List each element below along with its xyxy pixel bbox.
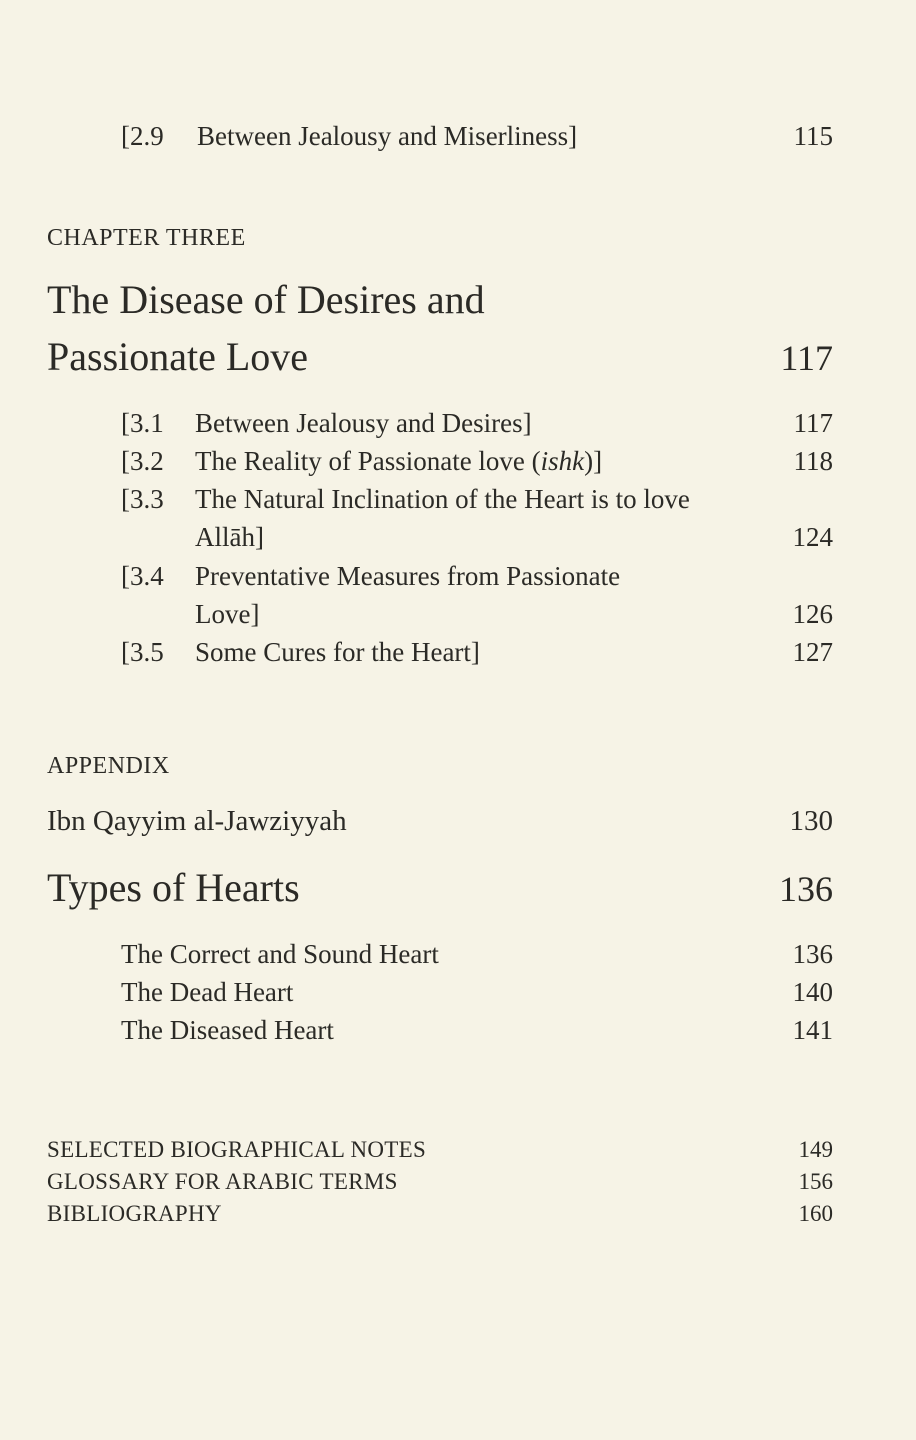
- back-matter-page: 160: [798, 1201, 833, 1226]
- chapter-page: 117: [780, 338, 833, 378]
- back-matter-page: 156: [798, 1169, 833, 1194]
- entry-page: 117: [793, 408, 833, 438]
- entry-page: 126: [792, 599, 833, 629]
- entry-title-italic: ishk: [540, 446, 585, 476]
- entry-code: [3.2: [121, 446, 164, 476]
- entry-page: 118: [793, 446, 833, 476]
- entry-code: [3.1: [121, 408, 164, 438]
- appendix-entry-page: 140: [792, 977, 833, 1007]
- back-matter-item: GLOSSARY FOR ARABIC TERMS: [47, 1169, 398, 1194]
- entry-title: Between Jealousy and Desires]: [195, 408, 532, 438]
- chapter-title-line2: Passionate Love: [47, 334, 309, 379]
- entry-title-post: )]: [584, 446, 603, 476]
- entry-code: [2.9: [121, 121, 164, 151]
- appendix-author-page: 130: [789, 805, 833, 837]
- appendix-entry: The Dead Heart: [121, 977, 294, 1007]
- entry-title-pre: The Reality of Passionate love (: [195, 446, 541, 476]
- entry-title-line1: Preventative Measures from Passionate: [195, 561, 621, 591]
- entry-title-line1: The Natural Inclination of the Heart is to love: [195, 484, 690, 514]
- chapter-label: CHAPTER THREE: [47, 225, 246, 251]
- entry-page: 124: [792, 522, 833, 552]
- entry-code: [3.4: [121, 561, 164, 591]
- entry-title: [195, 446, 602, 477]
- appendix-entry: The Diseased Heart: [121, 1015, 334, 1045]
- entry-page: 127: [792, 637, 833, 667]
- appendix-entry: The Correct and Sound Heart: [121, 939, 439, 969]
- back-matter-item: BIBLIOGRAPHY: [47, 1201, 222, 1226]
- appendix-entry-page: 136: [792, 939, 833, 969]
- entry-code: [3.3: [121, 484, 164, 514]
- entry-page: 115: [793, 121, 833, 151]
- entry-code: [3.5: [121, 637, 164, 667]
- appendix-title: Types of Hearts: [47, 865, 300, 910]
- back-matter-item: SELECTED BIOGRAPHICAL NOTES: [47, 1137, 427, 1162]
- entry-title: Between Jealousy and Miserliness]: [197, 121, 578, 151]
- chapter-title-line1: The Disease of Desires and: [47, 277, 485, 322]
- entry-title-line2: Love]: [195, 599, 260, 629]
- entry-title: Some Cures for the Heart]: [195, 637, 480, 667]
- appendix-title-page: 136: [779, 869, 833, 909]
- entry-title-line2: Allāh]: [195, 522, 264, 552]
- back-matter-page: 149: [798, 1137, 833, 1162]
- appendix-author: Ibn Qayyim al-Jawziyyah: [47, 805, 347, 837]
- appendix-label: APPENDIX: [47, 753, 170, 779]
- appendix-entry-page: 141: [792, 1015, 833, 1045]
